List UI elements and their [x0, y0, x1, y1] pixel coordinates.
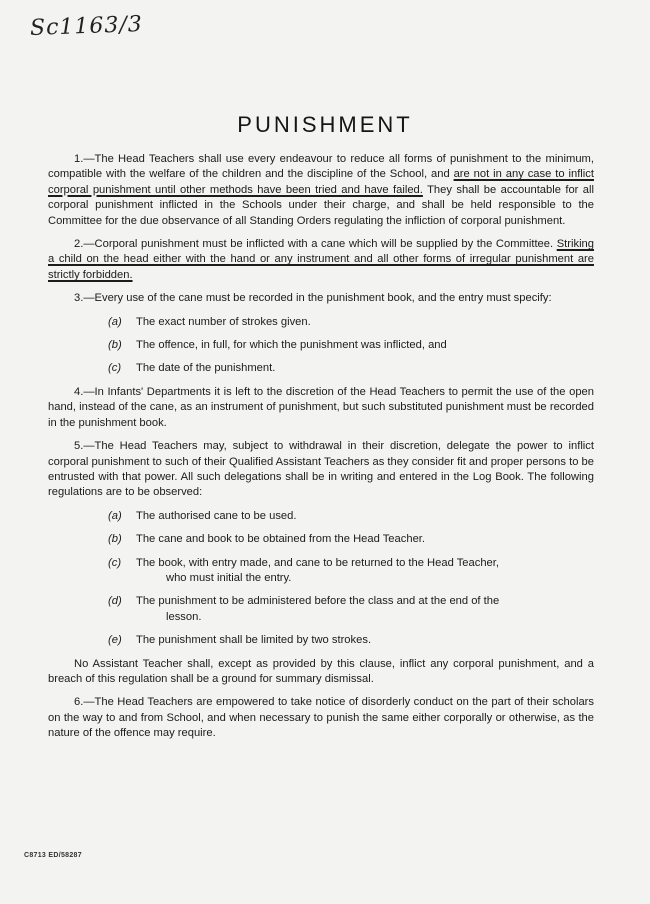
paragraph-5: 5.—The Head Teachers may, subject to withdrawal in their discretion, delegate the power to inflict corporal punishment to such of their Qualified Assistant Teachers as they consider fit and proper persons to be entrusted with that power. All such delegations shall be in writing and entered in the Log Book. The following regulations are to be observed:: [48, 440, 594, 499]
paragraph-2-underlined: Striking a child on the head either with the hand or any instrument and all other forms of irregular punishment are strictly forbidden.: [48, 238, 594, 281]
list-item-marker: (b): [108, 339, 122, 352]
paragraph-5-continued: No Assistant Teacher shall, except as provided by this clause, inflict any corporal punishment, and a breach of this regulation shall be a ground for summary dismissal.: [48, 657, 594, 685]
paragraph-2-text: 2.—Corporal punishment must be inflicted with a cane which will be supplied by the Committee.: [74, 238, 557, 251]
list-item-text: [136, 532, 594, 547]
paragraph-1-underlined: are not in any case to inflict corporal punishment until other methods have been tried and have failed.: [48, 168, 594, 196]
list-item-line: The punishment to be administered before the class and at the end of the: [136, 595, 500, 608]
list-item: [108, 633, 594, 648]
list-item-marker: (c): [108, 362, 122, 375]
list-item: [108, 338, 594, 353]
list-item: [108, 361, 594, 376]
list-item-text: [136, 556, 594, 587]
list-item-line: The punishment shall be limited by two strokes.: [136, 634, 372, 647]
list-item: [108, 556, 594, 587]
paragraph-3-list: [48, 315, 594, 377]
list-item-marker: (a): [108, 315, 122, 328]
list-item: [108, 509, 594, 524]
list-item-marker: (a): [108, 509, 122, 522]
page-title: PUNISHMENT: [237, 112, 413, 137]
list-item-line: The authorised cane to be used.: [136, 509, 297, 522]
list-item-marker: (c): [108, 556, 122, 569]
list-item-text: The date of the punishment.: [136, 362, 276, 375]
document-body: [48, 152, 594, 750]
paragraph-5-list: [48, 509, 594, 649]
list-item: [108, 315, 594, 330]
paragraph-4: 4.—In Infants' Departments it is left to the discretion of the Head Teachers to permit the use of the open hand, instead of the cane, as an instrument of punishment, but such substituted punishment must be recorded in the punishment book.: [48, 385, 594, 429]
list-item-text: The exact number of strokes given.: [136, 315, 311, 328]
paragraph-6: 6.—The Head Teachers are empowered to take notice of disorderly conduct on the part of their scholars on the way to and from School, and when necessary to punish the same either corporally or otherwise, as the nature of the offence may require.: [48, 696, 594, 740]
paragraph-2: [48, 237, 594, 283]
list-item-marker: (e): [108, 634, 122, 647]
list-item: [108, 594, 594, 625]
list-item-text: [136, 594, 594, 625]
paragraph-1: [48, 152, 594, 229]
list-item: [108, 532, 594, 547]
list-item-text: The offence, in full, for which the punishment was inflicted, and: [136, 339, 447, 352]
list-item-continuation: who must initial the entry.: [166, 571, 292, 584]
list-item-marker: (b): [108, 533, 122, 546]
footer-reference: C8713 ED/58287: [24, 852, 82, 859]
paragraph-1-text-end: They shall be accountable for all corporal punishment inflicted in the Schools under their charge, and shall be held responsible to the Committee for the due observance of all Standing Orders regulating the infliction of corporal punishment.: [48, 183, 594, 227]
paragraph-3: 3.—Every use of the cane must be recorded in the punishment book, and the entry must specify:: [74, 292, 552, 305]
handwritten-reference: Sc1163/3: [29, 12, 144, 41]
list-item-continuation: lesson.: [166, 610, 202, 623]
list-item-text: [136, 509, 594, 524]
list-item-marker: (d): [108, 595, 122, 608]
list-item-text: [136, 633, 594, 648]
paragraph-1-text: 1.—The Head Teachers shall use every endeavour to reduce all forms of punishment to the minimum, compatible with the welfare of the children and the discipline of the School, and: [48, 153, 594, 181]
list-item-line: The book, with entry made, and cane to be returned to the Head Teacher,: [136, 556, 499, 569]
list-item-line: The cane and book to be obtained from the Head Teacher.: [136, 533, 426, 546]
